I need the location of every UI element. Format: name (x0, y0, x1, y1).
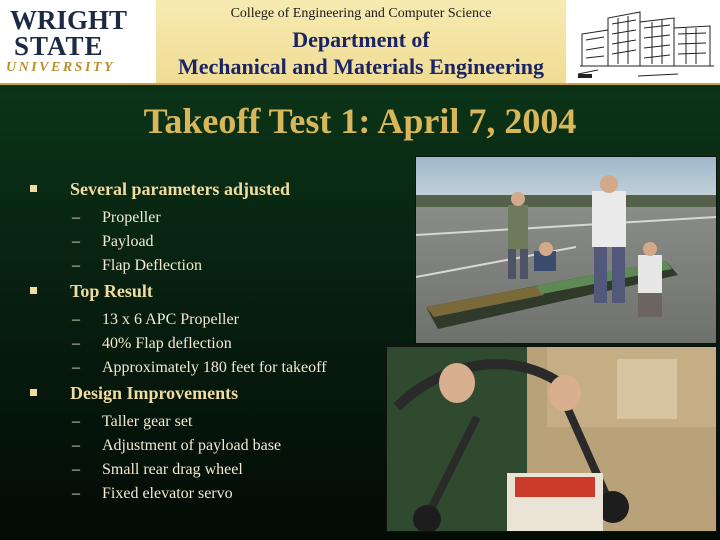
bullet-heading (28, 176, 408, 202)
square-bullet-icon (30, 389, 37, 396)
sub-item-label: Adjustment of payload base (102, 437, 282, 454)
sub-item (28, 434, 408, 458)
sub-item (28, 308, 408, 332)
dash-icon: – (72, 437, 80, 454)
header-band (0, 0, 720, 83)
sub-item (28, 254, 408, 278)
square-bullet-icon (30, 185, 37, 192)
sub-item-label: Propeller (102, 209, 161, 226)
logo-line-1: WRIGHT (10, 5, 128, 35)
sub-item-label: 40% Flap deflection (102, 335, 232, 352)
department-line-2: Mechanical and Materials Engineering (177, 54, 545, 79)
sub-item-label: Taller gear set (102, 413, 193, 430)
bullet-heading (28, 380, 408, 406)
sub-item-label: Small rear drag wheel (102, 461, 243, 478)
bullet-heading-label: Several parameters adjusted (70, 179, 290, 199)
logo-line-3: UNIVERSITY (6, 60, 116, 75)
logo-line-2: STATE (14, 31, 104, 61)
dash-icon: – (72, 485, 80, 502)
department-line-1: Department of (292, 27, 430, 52)
sub-item (28, 356, 408, 380)
bullet-heading-label: Top Result (70, 281, 153, 301)
sub-item (28, 230, 408, 254)
sub-item (28, 332, 408, 356)
sub-item-label: Fixed elevator servo (102, 485, 233, 502)
bullet-list (28, 176, 408, 506)
sub-item-label: 13 x 6 APC Propeller (102, 311, 239, 328)
sub-item-label: Approximately 180 feet for takeoff (102, 359, 327, 376)
dash-icon: – (72, 257, 80, 274)
sub-item (28, 206, 408, 230)
college-name: College of Engineering and Computer Science (230, 6, 492, 21)
dash-icon: – (72, 311, 80, 328)
sub-item-label: Payload (102, 233, 154, 250)
department-banner (156, 0, 566, 83)
dash-icon: – (72, 413, 80, 430)
dash-icon: – (72, 233, 80, 250)
team-with-aircraft-photo (415, 156, 717, 344)
dash-icon: – (72, 359, 80, 376)
sub-item (28, 482, 408, 506)
sub-item-label: Flap Deflection (102, 257, 202, 274)
slide-title: Takeoff Test 1: April 7, 2004 (143, 101, 577, 141)
sub-item (28, 410, 408, 434)
dash-icon: – (72, 209, 80, 226)
square-bullet-icon (30, 287, 37, 294)
dash-icon: – (72, 335, 80, 352)
header-divider (0, 83, 720, 85)
dash-icon: – (72, 461, 80, 478)
bullet-heading-label: Design Improvements (70, 383, 239, 403)
building-sketch-icon (578, 4, 716, 80)
bullet-heading (28, 278, 408, 304)
landing-gear-photo (386, 346, 717, 532)
university-logo (0, 0, 135, 83)
sub-item (28, 458, 408, 482)
